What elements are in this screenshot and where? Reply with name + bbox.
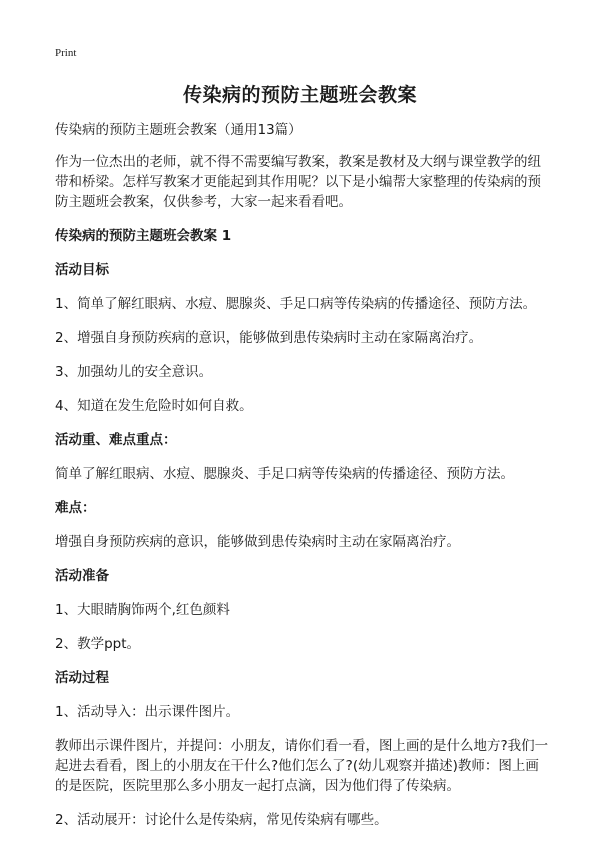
goal-item: 2、增强自身预防疾病的意识，能够做到患传染病时主动在家隔离治疗。 bbox=[55, 330, 483, 346]
page-title: 传染病的预防主题班会教案 bbox=[182, 84, 417, 106]
print-label[interactable]: Print bbox=[55, 47, 77, 59]
process-heading: 活动过程 bbox=[55, 670, 109, 686]
difficulty-text: 增强自身预防疾病的意识，能够做到患传染病时主动在家隔离治疗。 bbox=[55, 534, 460, 550]
process-step: 1、活动导入：出示课件图片。 bbox=[55, 704, 240, 720]
process-step: 2、活动展开：讨论什么是传染病，常见传染病有哪些。 bbox=[55, 812, 388, 828]
preparation-heading: 活动准备 bbox=[55, 568, 109, 584]
process-paragraph: 教师出示课件图片，并提问：小朋友，请你们看一看，图上画的是什么地方?我们一起进去看看，图上的小朋友在干什么?他们怎么了?(幼儿观察并描述)教师：图上画的是医院，医院里那么多小朋友一起打点滴，因为他们得了传染病。 bbox=[55, 738, 549, 794]
key-points-text: 简单了解红眼病、水痘、腮腺炎、手足口病等传染病的传播途径、预防方法。 bbox=[55, 466, 514, 482]
preparation-item: 1、大眼睛胸饰两个,红色颜料 bbox=[55, 602, 230, 618]
document-subtitle: 传染病的预防主题班会教案（通用13篇） bbox=[55, 122, 302, 138]
goals-heading: 活动目标 bbox=[55, 262, 109, 278]
intro-paragraph: 作为一位杰出的老师，就不得不需要编写教案，教案是教材及大纲与课堂教学的纽带和桥梁。怎样写教案才更能起到其作用呢？以下是小编帮大家整理的传染病的预防主题班会教案，仅供参考，大家一起来看看吧。 bbox=[55, 154, 541, 210]
key-points-heading: 活动重、难点重点： bbox=[55, 432, 177, 448]
section-title: 传染病的预防主题班会教案 1 bbox=[55, 228, 232, 244]
goal-item: 1、简单了解红眼病、水痘、腮腺炎、手足口病等传染病的传播途径、预防方法。 bbox=[55, 296, 537, 312]
difficulty-heading: 难点： bbox=[55, 500, 96, 516]
document-body bbox=[55, 120, 550, 844]
goal-item: 3、加强幼儿的安全意识。 bbox=[55, 364, 213, 380]
goal-item: 4、知道在发生危险时如何自救。 bbox=[55, 398, 253, 414]
preparation-item: 2、教学ppt。 bbox=[55, 636, 141, 652]
